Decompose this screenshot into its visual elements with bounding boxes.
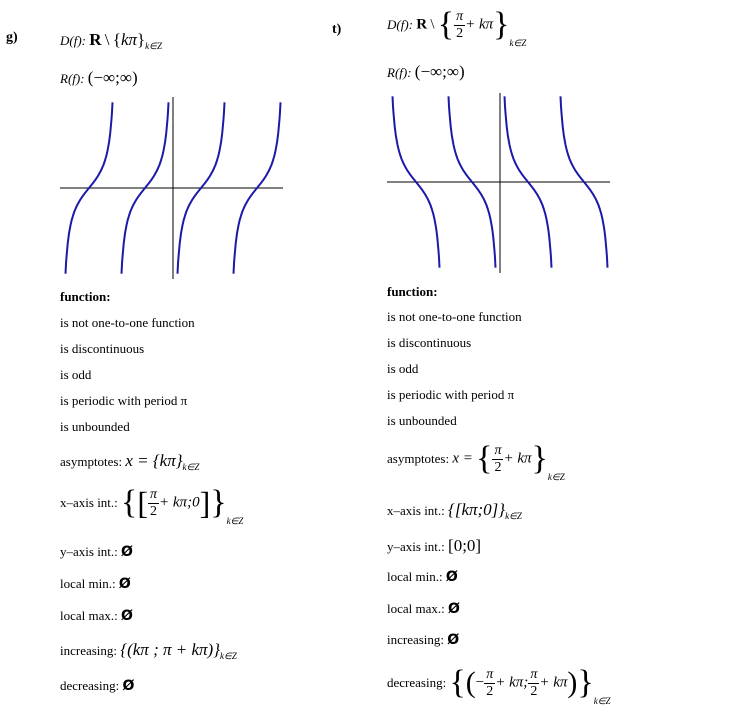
t-prop-5: is unbounded	[387, 413, 457, 428]
t-lmin-label: local min.:	[387, 569, 443, 584]
t-prop-1: is not one-to-one function	[387, 309, 522, 324]
t-asym-rest: + kπ	[503, 450, 532, 467]
t-dec-minus: −	[475, 674, 485, 691]
g-inc-value: {(kπ ; π + kπ)}	[120, 640, 220, 659]
empty-set-icon: Ø	[448, 601, 460, 617]
g-dec-label: decreasing:	[60, 678, 120, 693]
t-tan-graph	[387, 93, 610, 273]
g-prop-4: is periodic with period π	[60, 393, 188, 408]
t-dec-label: decreasing:	[387, 675, 447, 690]
g-prop-3: is odd	[60, 367, 92, 382]
t-yint-value: [0;0]	[448, 536, 482, 555]
t-range	[387, 62, 465, 82]
t-xint-value: {[kπ;0]}	[448, 500, 506, 519]
t-domain-minus: \	[430, 16, 435, 33]
g-domain-k: kπ	[120, 30, 137, 49]
empty-set-icon: Ø	[122, 678, 135, 694]
t-increasing	[387, 632, 459, 648]
g-lmax-label: local max.:	[60, 608, 118, 623]
g-inc-sub: k∈Z	[220, 651, 237, 661]
g-range	[60, 68, 138, 88]
t-inc-label: increasing:	[387, 632, 445, 647]
t-asym-x: x =	[452, 450, 473, 467]
g-range-prefix: R(f):	[60, 71, 85, 86]
g-y-int	[60, 544, 133, 560]
g-x-int: x–axis int.: {[ $\frac{\pi}{2}$ + $k\pi;0]\}_{k\in Z}$	[60, 484, 244, 526]
t-xint-sub: k∈Z	[505, 511, 522, 521]
g-range-value: (−∞;∞)	[87, 68, 138, 87]
empty-set-icon: Ø	[118, 576, 131, 592]
g-xint-num: π	[150, 486, 158, 502]
t-prop-2: is discontinuous	[387, 335, 472, 350]
t-lmax-label: local max.:	[387, 601, 445, 616]
g-decreasing	[60, 678, 134, 694]
t-prop-3: is odd	[387, 361, 419, 376]
label-t: t)	[332, 22, 342, 37]
t-dec-rest: + kπ	[539, 674, 568, 691]
t-domain-set: R	[416, 16, 428, 33]
t-section-title: function:	[387, 284, 438, 299]
g-prop-2: is discontinuous	[60, 341, 145, 356]
t-x-int	[387, 500, 522, 520]
g-domain: D(f): R \ $\{k\pi\}_{k\in Z}$	[60, 30, 163, 51]
t-domain-num: π	[456, 8, 464, 24]
t-dec-num2: π	[530, 666, 538, 682]
g-local-min	[60, 576, 131, 592]
g-prop-5: is unbounded	[60, 419, 130, 434]
t-asymptotes: asymptotes: x = { $\frac{\pi}{2}$ + $k\pi\}_{k\in Z}$	[387, 440, 565, 482]
t-domain-prefix: D(f):	[387, 17, 413, 32]
t-local-max	[387, 601, 460, 617]
g-prop-1: is not one-to-one function	[60, 315, 195, 330]
t-dec-mid: + kπ;	[495, 674, 529, 691]
g-domain-prefix: D(f):	[60, 33, 86, 48]
g-inc-label: increasing:	[60, 643, 118, 658]
empty-set-icon: Ø	[121, 608, 133, 624]
t-yint-label: y–axis int.:	[387, 539, 445, 554]
g-cot-graph	[60, 97, 283, 279]
g-xint-rest: + kπ;0	[159, 494, 200, 511]
g-yint-label: y–axis int.:	[60, 544, 118, 559]
t-asym-num: π	[494, 442, 502, 458]
g-asym-label: asymptotes:	[60, 454, 123, 469]
t-decreasing: decreasing: {(− $\frac{\pi}{2}$ + kπ; $\frac{\pi}{2}$ + $k\pi)\}_{k\in Z}$	[387, 664, 611, 706]
t-local-min	[387, 569, 458, 585]
t-domain-sub: k∈Z	[509, 37, 527, 48]
t-prop-4: is periodic with period π	[387, 387, 515, 402]
g-asym-sub: k∈Z	[182, 462, 200, 472]
label-g: g)	[6, 30, 18, 45]
g-domain-sub: k∈Z	[145, 41, 163, 51]
t-dec-num: π	[486, 666, 494, 682]
g-lmin-label: local min.:	[60, 576, 116, 591]
g-asym-expr: x = {kπ}	[125, 451, 183, 470]
empty-set-icon: Ø	[445, 569, 458, 585]
t-xint-label: x–axis int.:	[387, 503, 445, 518]
t-dec-den2: 2	[530, 683, 538, 699]
t-y-int	[387, 536, 481, 556]
empty-set-icon: Ø	[447, 632, 460, 648]
t-domain-rest: + kπ	[465, 16, 494, 33]
t-range-prefix: R(f):	[387, 65, 412, 80]
g-domain-minus: \	[104, 30, 110, 49]
t-asym-label: asymptotes:	[387, 451, 450, 466]
g-increasing	[60, 640, 237, 660]
t-asym-sub: k∈Z	[547, 471, 565, 482]
t-range-value: (−∞;∞)	[414, 62, 465, 81]
g-xint-label: x–axis int.:	[60, 495, 118, 510]
g-xint-den: 2	[150, 503, 158, 519]
t-domain-den: 2	[456, 25, 464, 41]
t-dec-sub: k∈Z	[593, 695, 611, 706]
t-dec-den: 2	[486, 683, 494, 699]
g-local-max	[60, 608, 133, 624]
g-domain-set: R	[89, 30, 102, 49]
t-domain: D(f): R \ { $\frac{\pi}{2}$ + $k\pi\}_{k\in Z}$	[387, 6, 527, 48]
g-xint-sub: k∈Z	[226, 515, 244, 526]
g-section-title: function:	[60, 289, 111, 304]
empty-set-icon: Ø	[121, 544, 133, 560]
g-asymptotes	[60, 451, 199, 471]
t-asym-den: 2	[494, 459, 502, 475]
